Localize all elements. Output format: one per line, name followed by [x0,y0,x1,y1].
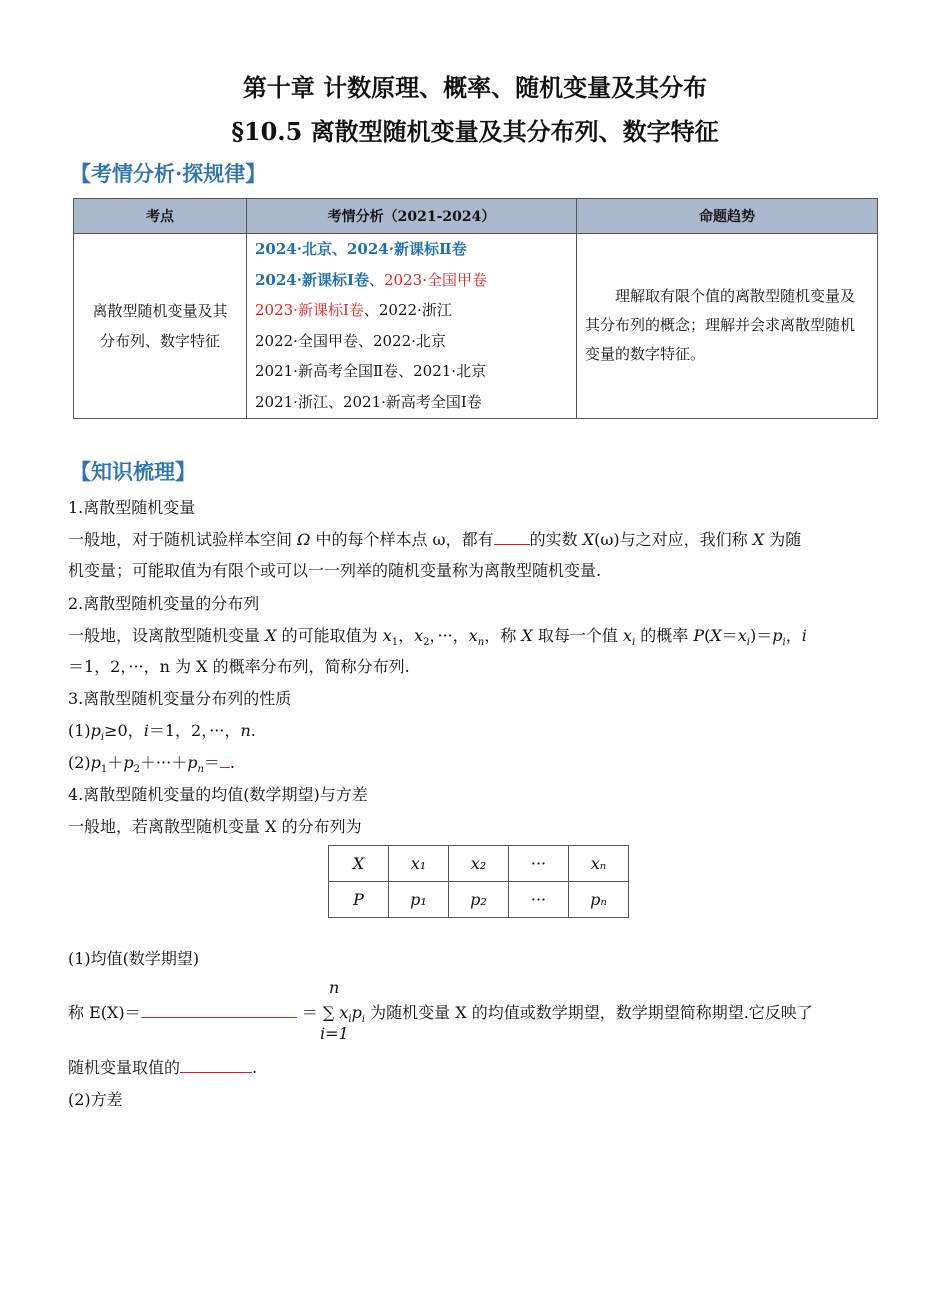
section-title: §10.5 离散型随机变量及其分布列、数字特征 [231,117,719,146]
sum-symbol: ∑ [322,1003,335,1022]
dist-cell: P [329,882,389,918]
mean-formula: 称 E(X)＝ ＝ ∑ $x_ip_i$ 为随机变量 X 的均值或数学期望，数学期望简称期望.它反映了 [68,1003,813,1026]
mean-heading: (1)均值(数学期望) [68,949,200,968]
dist-cell: X [329,846,389,882]
topic-cell: 离散型随机变量及其 分布列、数字特征 [74,234,247,419]
dist-cell: p₁ [389,882,449,918]
exam-analysis-table [73,198,878,419]
trend-cell: 理解取有限个值的离散型随机变量及其分布列的概念；理解并会求离散型随机变量的数字特征。 [577,234,878,419]
property-1: $(1)p_i\ge 0$，i＝1，2，···，n. [68,721,256,744]
heading-3: 3.离散型随机变量分布列的性质 [68,689,292,708]
header-topic: 考点 [74,199,247,234]
heading-4: 4.离散型随机变量的均值(数学期望)与方差 [68,785,368,804]
dist-cell: x₁ [389,846,449,882]
variance-heading: (2)方差 [68,1090,123,1109]
dist-cell: x₂ [449,846,509,882]
paragraph-1-line1: 一般地，对于随机试验样本空间 Ω 中的每个样本点 ω，都有 的实数 X(ω)与之对应，我们称 X 为随 [68,530,802,549]
knowledge-heading: 【知识梳理】 [70,459,196,484]
mean-line2: 随机变量取值的 . [68,1058,258,1077]
property-2: $(2)p_1+p_2+\cdot\cdot\cdot+p_n=$ . [68,753,236,776]
exam-analysis-heading: 【考情分析·探规律】 [70,161,267,186]
analysis-cell: 2024·北京、2024·新课标Ⅱ卷 2024·新课标Ⅰ卷、2023·全国甲卷 2023·新课标Ⅰ卷、2022·浙江 2022·全国甲卷、2022·北京 2021·新高考全国Ⅱ卷、2021·北京 2021·浙江、2021·新高考全国Ⅰ卷 [247,234,577,419]
heading-2: 2.离散型随机变量的分布列 [68,594,260,613]
sum-upper-limit: n [329,978,340,997]
dist-cell: pₙ [569,882,629,918]
header-analysis: 考情分析（2021-2024） [247,199,577,234]
sum-lower-limit: i=1 [320,1024,349,1043]
paragraph-2-line2: ＝1，2，···，n 为 X 的概率分布列，简称分布列. [68,657,410,676]
paragraph-2-line1: 一般地，设离散型随机变量 X 的可能取值为 $x_1$，$x_2$，···，$x_n$，称 X 取每一个值 $x_i$ 的概率 $P(X=x_i)=p_i$，i [68,626,807,649]
chapter-title: 第十章 计数原理、概率、随机变量及其分布 [242,73,708,102]
heading-1: 1.离散型随机变量 [68,498,196,517]
distribution-table [328,845,629,918]
paragraph-1-line2: 机变量；可能取值为有限个或可以一一列举的随机变量称为离散型随机变量. [68,561,602,580]
dist-cell: p₂ [449,882,509,918]
dist-cell: xₙ [569,846,629,882]
dist-cell: ··· [509,846,569,882]
dist-cell: ··· [509,882,569,918]
header-trend: 命题趋势 [577,199,878,234]
paragraph-4: 一般地，若离散型随机变量 X 的分布列为 [68,817,362,836]
